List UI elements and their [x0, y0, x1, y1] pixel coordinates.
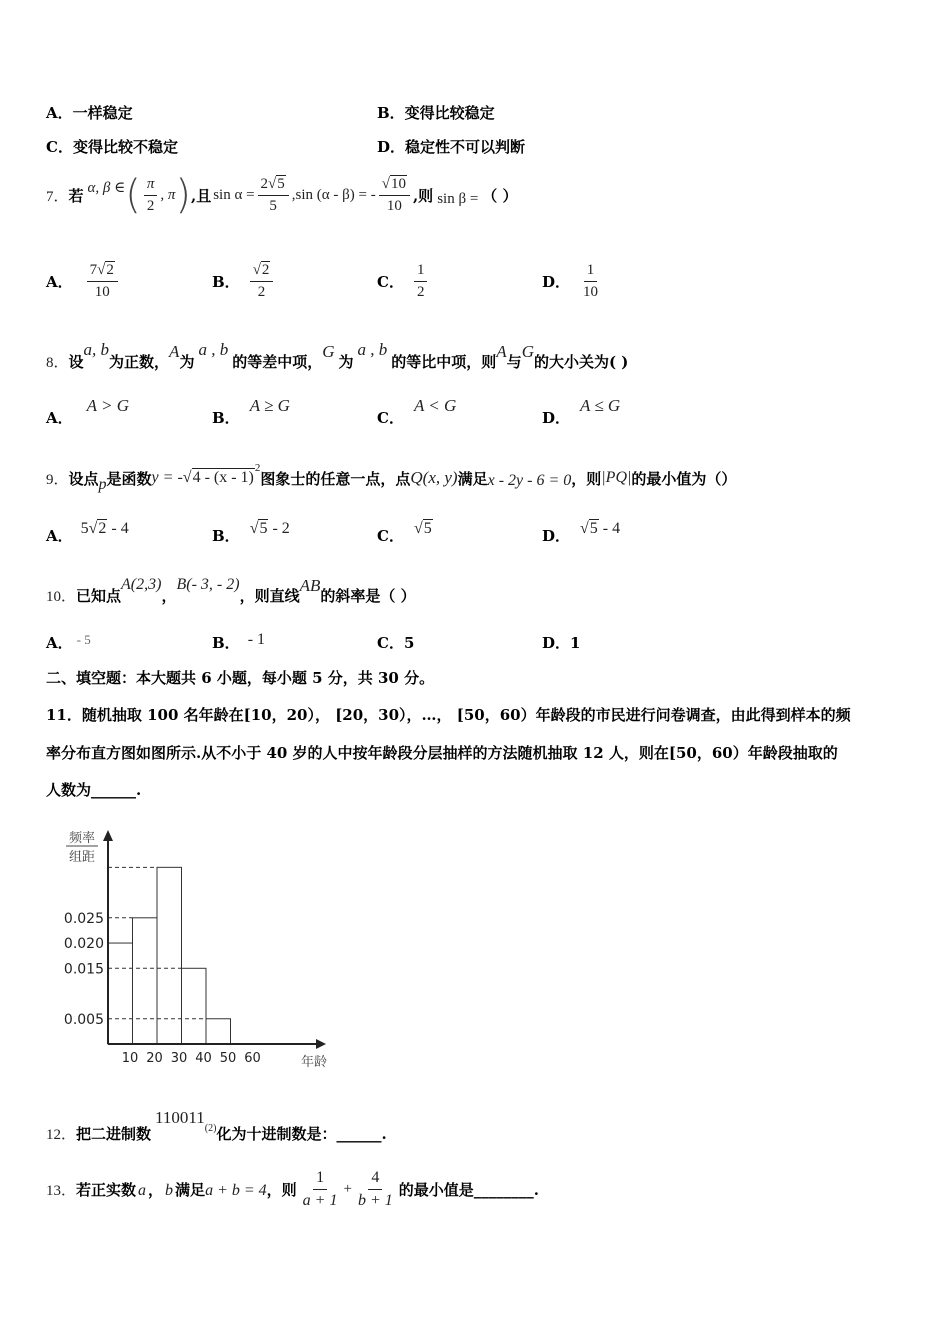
- q9-a-coef: 5: [80, 520, 89, 537]
- q13-a: a: [138, 1182, 147, 1199]
- q6-option-b: B．变得比较稳定: [377, 104, 495, 122]
- x-tick-label-4: 50: [219, 1051, 237, 1066]
- q13-text-4: 的最小值是________.: [398, 1180, 539, 1199]
- q13-text-1: 若正实数: [76, 1180, 137, 1199]
- q8-G-1: G: [322, 342, 335, 361]
- q9-option-c-expr: [414, 520, 433, 538]
- q9-option-a: [46, 516, 129, 546]
- q7-option-b-label: B．: [212, 272, 240, 291]
- q9-c-radicand: 5: [423, 520, 432, 537]
- q11-line-3: 人数为______.: [46, 781, 142, 799]
- q7-option-d-label: D．: [542, 272, 571, 291]
- q10-text-1: 已知点: [76, 587, 122, 605]
- q8-A-2: A: [496, 342, 507, 361]
- q7-b-sqrt-sign: √: [252, 262, 261, 278]
- q13-num-1: 1: [313, 1169, 327, 1190]
- q7-blank: （ ）: [482, 186, 518, 205]
- q10-number: 10．: [46, 589, 77, 605]
- x-tick-label-1: 20: [146, 1051, 163, 1066]
- q7-radicand-5: 5: [277, 176, 285, 192]
- q10-option-c-value: 5: [403, 634, 415, 652]
- q9-p: p: [98, 476, 107, 493]
- q8-text-1: 设: [68, 353, 84, 371]
- q7-d-den: 10: [583, 283, 599, 300]
- q8-ab-2: a , b: [198, 340, 229, 359]
- q13-den-1: a + 1: [302, 1191, 338, 1209]
- q7-frac-2sqrt5-5: [258, 176, 289, 214]
- q9-number: 9．: [46, 471, 69, 488]
- q8-option-b: [212, 394, 290, 428]
- q10-option-d-value: 1: [570, 634, 581, 652]
- q9-y-eq: y = -: [151, 469, 183, 486]
- q8-text-4: 的等差中项，: [232, 353, 323, 371]
- q10-option-c: [377, 632, 414, 653]
- q8-text-3: 为: [179, 353, 195, 371]
- q8-option-a-label: A．: [46, 409, 73, 427]
- q9-a-post: - 4: [107, 520, 129, 537]
- q9-a-sqrt-sign: √: [88, 520, 98, 537]
- q8-option-b-label: B．: [212, 409, 240, 427]
- q7-c-num: 1: [414, 262, 428, 282]
- q7-d-num: 1: [584, 262, 598, 282]
- q7-a-sqrt-sign: √: [97, 262, 106, 278]
- q8-text-5: 为: [338, 353, 354, 371]
- q13-text-3: ，则: [266, 1180, 297, 1199]
- q7-a-coef: 7: [89, 262, 98, 278]
- q7-comma: ,: [291, 186, 296, 203]
- y-axis-label-top: 频率: [68, 831, 96, 846]
- q9-sqrt: [183, 469, 255, 487]
- q8-option-b-expr: A ≥ G: [249, 396, 290, 415]
- q9-option-a-label: A．: [46, 527, 73, 545]
- q7-option-c: [377, 256, 430, 306]
- q7-sqrt-sign: √: [268, 176, 277, 192]
- q12-text-2: 化为十进制数是：______.: [216, 1125, 387, 1143]
- q7-option-c-frac: [414, 262, 428, 300]
- q9-text-4: 满足: [457, 469, 488, 488]
- q8-option-d-expr: A ≤ G: [580, 396, 621, 415]
- q13-b: b: [165, 1182, 174, 1199]
- histogram-bar-0: [108, 943, 133, 1044]
- x-tick-label-0: 10: [121, 1051, 139, 1066]
- q7-b-den: 2: [257, 283, 266, 300]
- x-tick-label-3: 40: [195, 1051, 212, 1066]
- q9-b-sqrt-sign: √: [249, 520, 259, 537]
- q7-a-den: 10: [94, 283, 110, 300]
- y-tick-label-3: 0.005: [63, 1011, 104, 1028]
- q9-option-b: [212, 516, 290, 546]
- q13-condition: a + b = 4: [205, 1182, 267, 1199]
- q10-sep: ，: [161, 587, 177, 605]
- q7-frac-sqrt10-10: [379, 176, 410, 214]
- q13-text-2: 满足: [175, 1180, 206, 1199]
- q9-option-b-label: B．: [212, 527, 240, 545]
- q7-alpha-beta-in: α, β ∈: [87, 179, 126, 196]
- y-tick-label-0: 0.025: [63, 910, 104, 927]
- q9-text-3: 图象士的任意一点，点: [260, 469, 411, 488]
- q10-option-b: [212, 632, 265, 653]
- q7-sqrt-sign-2: √: [381, 176, 390, 192]
- q7-den-10: 10: [386, 197, 402, 214]
- histogram-bar-3: [182, 968, 207, 1044]
- question-9: [46, 460, 736, 496]
- q9-d-sqrt-sign: √: [580, 520, 589, 537]
- q9-radicand: 4 - (x - 1): [192, 469, 254, 486]
- x-axis-label: 年龄: [300, 1055, 328, 1070]
- q9-text-5: ，则: [571, 469, 602, 488]
- q7-sin-beta: sin β =: [437, 190, 479, 207]
- q7-left-paren: (: [125, 172, 141, 218]
- question-7: [46, 170, 518, 220]
- question-10: [46, 572, 416, 606]
- q10-text-3: 的斜率是（ ）: [320, 587, 416, 605]
- q9-sqrt-sign: √: [182, 469, 192, 486]
- q9-option-a-expr: [81, 520, 129, 538]
- q9-option-c: [377, 516, 433, 546]
- x-tick-label-5: 60: [244, 1051, 261, 1066]
- q7-option-d: [542, 256, 604, 306]
- q10-AB: AB: [299, 576, 321, 595]
- q7-option-d-frac: [580, 262, 601, 300]
- histogram-bar-1: [133, 918, 158, 1044]
- x-axis-arrow-icon: [316, 1039, 326, 1049]
- q9-text-1: 设点: [68, 469, 99, 488]
- q13-sep: ，: [148, 1180, 164, 1199]
- q13-frac-2: [355, 1169, 396, 1209]
- q13-number: 13．: [46, 1182, 77, 1199]
- q7-b-radicand: 2: [261, 262, 270, 278]
- q7-number: 7．: [46, 188, 69, 205]
- q13-num-2: 4: [368, 1169, 382, 1190]
- q9-condition: x - 2y - 6 = 0: [487, 472, 572, 489]
- q7-option-c-label: C．: [377, 272, 404, 291]
- q10-option-b-label: B．: [212, 634, 240, 652]
- q9-a-radicand: 2: [98, 520, 107, 537]
- q10-option-a-value: - 5: [76, 631, 91, 647]
- q10-option-d-label: D．: [542, 634, 571, 652]
- q8-text-7: 与: [506, 353, 522, 371]
- q9-b-post: - 2: [268, 520, 290, 537]
- q12-number: 12．: [46, 1127, 77, 1143]
- q7-c-den: 2: [416, 283, 425, 300]
- q9-option-b-expr: [250, 520, 290, 538]
- q8-G-2: G: [521, 342, 534, 361]
- q8-text-2: 为正数，: [109, 353, 170, 371]
- q10-option-a: [46, 632, 91, 653]
- q9-option-c-label: C．: [377, 527, 404, 545]
- q9-square: 2: [254, 462, 261, 474]
- q9-option-d-expr: [580, 520, 620, 538]
- q9-text-6: 的最小值为（）: [631, 469, 737, 488]
- q11-line-1: 11．随机抽取 100 名年龄在[10，20）， [20，30），…， [50，60）年龄段的市民进行问卷调查，由此得到样本的频: [46, 706, 851, 724]
- q9-b-radicand: 5: [259, 520, 268, 537]
- y-axis-label-bottom: 组距: [68, 850, 96, 865]
- q13-frac-1: [300, 1169, 341, 1209]
- q8-number: 8．: [46, 355, 69, 371]
- q7-right-paren: ): [175, 172, 191, 218]
- question-13: [46, 1164, 539, 1214]
- q7-pi-over-2: [144, 176, 158, 214]
- q13-plus: +: [343, 1180, 352, 1197]
- section-2-heading: 二、填空题：本大题共 6 小题，每小题 5 分，共 30 分。: [46, 669, 435, 687]
- q8-option-d: [542, 394, 620, 428]
- q10-point-A: A(2,3): [121, 576, 162, 593]
- q7-radicand-10: 10: [390, 176, 406, 192]
- q10-option-b-value: - 1: [247, 630, 266, 648]
- q8-option-c-expr: A < G: [413, 396, 457, 415]
- q12-base: (2): [204, 1123, 217, 1134]
- q7-text-qie: ,且: [190, 186, 212, 205]
- q8-A-1: A: [169, 342, 180, 361]
- histogram-bar-4: [206, 1019, 231, 1044]
- q8-text-8: 的大小关为( ): [533, 353, 629, 371]
- q8-ab-3: a , b: [357, 340, 388, 359]
- q10-option-a-label: A．: [46, 634, 73, 652]
- question-8: [46, 338, 628, 372]
- q7-option-b-frac: [250, 262, 274, 300]
- q7-sin-ab: sin (α - β) = -: [295, 186, 376, 203]
- q7-a-radicand: 2: [106, 262, 114, 278]
- q7-pi2: , π: [160, 186, 176, 203]
- q10-point-B: B(- 3, - 2): [176, 576, 240, 593]
- q6-option-d: D．稳定性不可以判断: [377, 138, 526, 156]
- q7-sin-alpha: sin α =: [213, 186, 255, 203]
- q8-text-6: 的等比中项，则: [391, 353, 497, 371]
- y-tick-label-2: 0.015: [63, 961, 104, 978]
- q9-c-sqrt-sign: √: [413, 520, 423, 537]
- q9-option-d-label: D．: [542, 527, 571, 545]
- q9-option-d: [542, 516, 620, 546]
- q10-text-2: ，则直线: [239, 587, 300, 605]
- q6-option-c: C．变得比较不稳定: [46, 138, 178, 156]
- q7-two: 2: [146, 197, 155, 214]
- q10-option-c-label: C．: [377, 634, 404, 652]
- q10-option-d: [542, 632, 580, 653]
- q7-text-ze: ,则: [412, 186, 434, 205]
- q12-text-1: 把二进制数: [76, 1125, 152, 1143]
- q9-text-2: 是函数: [106, 469, 152, 488]
- q7-text-ruo: 若: [68, 186, 84, 205]
- q7-option-b: [212, 256, 276, 306]
- x-tick-label-2: 30: [170, 1051, 188, 1066]
- q13-den-2: b + 1: [357, 1191, 393, 1209]
- q9-Q: Q(x, y): [410, 468, 458, 487]
- q9-d-radicand: 5: [589, 520, 598, 537]
- q7-coef-2: 2: [260, 176, 269, 192]
- y-axis-arrow-icon: [103, 830, 113, 841]
- q8-option-a: [46, 394, 129, 428]
- q8-ab-1: a, b: [83, 340, 110, 359]
- q7-option-a: [46, 256, 121, 306]
- q7-option-a-frac: [87, 262, 118, 300]
- q7-option-a-label: A．: [46, 272, 73, 291]
- q8-option-a-expr: A > G: [86, 396, 129, 415]
- histogram-bar-2: [157, 867, 182, 1044]
- q8-option-c: [377, 394, 456, 428]
- y-tick-label-1: 0.020: [63, 936, 104, 953]
- q9-PQ: |PQ|: [601, 469, 632, 486]
- q7-pi: π: [144, 176, 158, 196]
- q8-option-d-label: D．: [542, 409, 571, 427]
- q7-den-5: 5: [269, 197, 277, 214]
- q8-option-c-label: C．: [377, 409, 404, 427]
- question-12: [46, 1104, 387, 1144]
- q12-binary: 110011: [155, 1108, 205, 1127]
- frequency-histogram: [46, 822, 346, 1078]
- q6-option-a: A．一样稳定: [46, 104, 133, 122]
- q9-d-post: - 4: [598, 520, 621, 537]
- q11-line-2: 率分布直方图如图所示.从不小于 40 岁的人中按年龄段分层抽样的方法随机抽取 12 人，则在[50，60）年龄段抽取的: [46, 744, 838, 762]
